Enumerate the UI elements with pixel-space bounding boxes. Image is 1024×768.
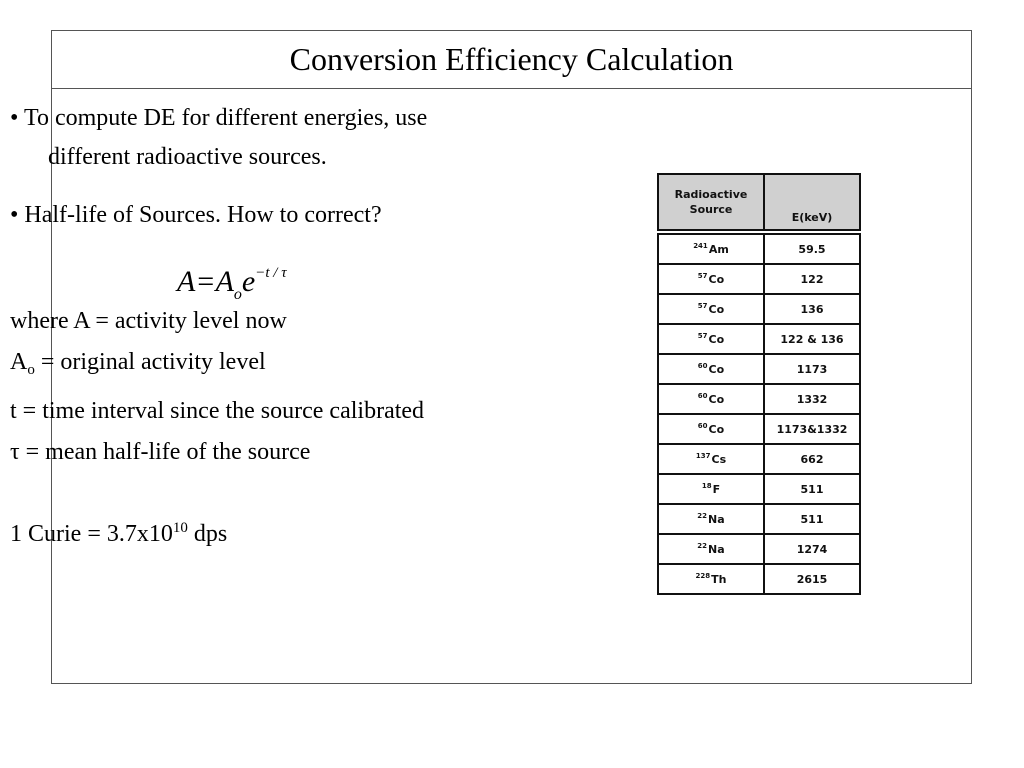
table-row (658, 534, 860, 564)
table-row (658, 444, 860, 474)
energy-cell: 1332 (764, 384, 860, 414)
formula-row (10, 251, 427, 301)
header-source-line2: Source (689, 203, 733, 216)
bullet-continuation: different radioactive sources. (48, 144, 327, 170)
table-row (658, 354, 860, 384)
curie-definition (10, 514, 427, 555)
mass-number: 60 (697, 392, 708, 400)
bullet-line: • To compute DE for different energies, use (10, 105, 428, 131)
spacer (10, 473, 427, 514)
formula-exponent: −t / τ (255, 265, 287, 281)
element-symbol: F (712, 483, 721, 496)
source-cell (658, 234, 764, 264)
ao-subscript: o (27, 362, 35, 378)
ao-text: = original activity level (34, 349, 266, 375)
source-cell (658, 564, 764, 594)
source-cell (658, 384, 764, 414)
element-symbol: Am (708, 243, 729, 256)
table-row (658, 564, 860, 594)
energy-cell: 1173&1332 (764, 414, 860, 444)
curie-unit: dps (187, 521, 228, 547)
element-symbol: Na (708, 543, 725, 556)
energy-cell: 1274 (764, 534, 860, 564)
bullet-line: • Half-life of Sources. How to correct? (10, 202, 382, 228)
energy-cell: 59.5 (764, 234, 860, 264)
source-cell (658, 444, 764, 474)
decay-formula (177, 253, 287, 315)
table-row (658, 264, 860, 294)
source-cell (658, 474, 764, 504)
source-cell (658, 354, 764, 384)
energy-cell: 1173 (764, 354, 860, 384)
energy-cell: 511 (764, 504, 860, 534)
energy-cell: 136 (764, 294, 860, 324)
mass-number: 57 (697, 332, 708, 340)
mass-number: 137 (695, 452, 711, 460)
definition-t: t = time interval since the source calibrated (10, 398, 425, 424)
source-cell (658, 264, 764, 294)
energy-cell: 662 (764, 444, 860, 474)
definition-a: where A = activity level now (10, 308, 287, 334)
energy-cell: 122 & 136 (764, 324, 860, 354)
source-cell (658, 414, 764, 444)
mass-number: 22 (697, 512, 708, 520)
energy-cell: 122 (764, 264, 860, 294)
header-energy: E(keV) (764, 174, 860, 230)
title-bar (52, 31, 971, 89)
slide-content (10, 104, 427, 555)
energy-cell: 511 (764, 474, 860, 504)
element-symbol: Co (708, 273, 725, 286)
element-symbol: Co (708, 363, 725, 376)
slide-title: Conversion Efficiency Calculation (289, 41, 734, 77)
element-symbol: Na (708, 513, 725, 526)
source-cell (658, 294, 764, 324)
mass-number: 18 (701, 482, 712, 490)
mass-number: 60 (697, 422, 708, 430)
curie-text: 1 Curie = 3.7x10 (10, 521, 173, 547)
mass-number: 228 (695, 572, 711, 580)
source-cell (658, 324, 764, 354)
table-row (658, 234, 860, 264)
table-row (658, 474, 860, 504)
header-source-line1: Radioactive (674, 188, 748, 201)
definition-ao (10, 342, 427, 391)
mass-number: 57 (697, 302, 708, 310)
source-cell (658, 504, 764, 534)
table-row (658, 324, 860, 354)
element-symbol: Co (708, 303, 725, 316)
source-cell (658, 534, 764, 564)
formula-lhs: A=A (177, 265, 234, 298)
formula-base: e (241, 265, 256, 298)
source-table (657, 173, 861, 595)
table-body (658, 230, 860, 594)
element-symbol: Co (708, 423, 725, 436)
header-source (658, 174, 764, 230)
element-symbol: Th (711, 573, 727, 586)
definition-tau: τ = mean half-life of the source (10, 439, 311, 465)
table-row (658, 414, 860, 444)
mass-number: 60 (697, 362, 708, 370)
element-symbol: Cs (711, 453, 727, 466)
curie-exponent: 10 (172, 520, 188, 536)
mass-number: 241 (693, 242, 708, 250)
formula-sub: o (233, 286, 242, 303)
table-row (658, 504, 860, 534)
table-row (658, 294, 860, 324)
element-symbol: Co (708, 393, 725, 406)
ao-symbol: A (10, 349, 28, 375)
mass-number: 22 (697, 542, 708, 550)
table-row (658, 384, 860, 414)
spacer (10, 182, 427, 201)
mass-number: 57 (697, 272, 708, 280)
energy-cell: 2615 (764, 564, 860, 594)
element-symbol: Co (708, 333, 725, 346)
